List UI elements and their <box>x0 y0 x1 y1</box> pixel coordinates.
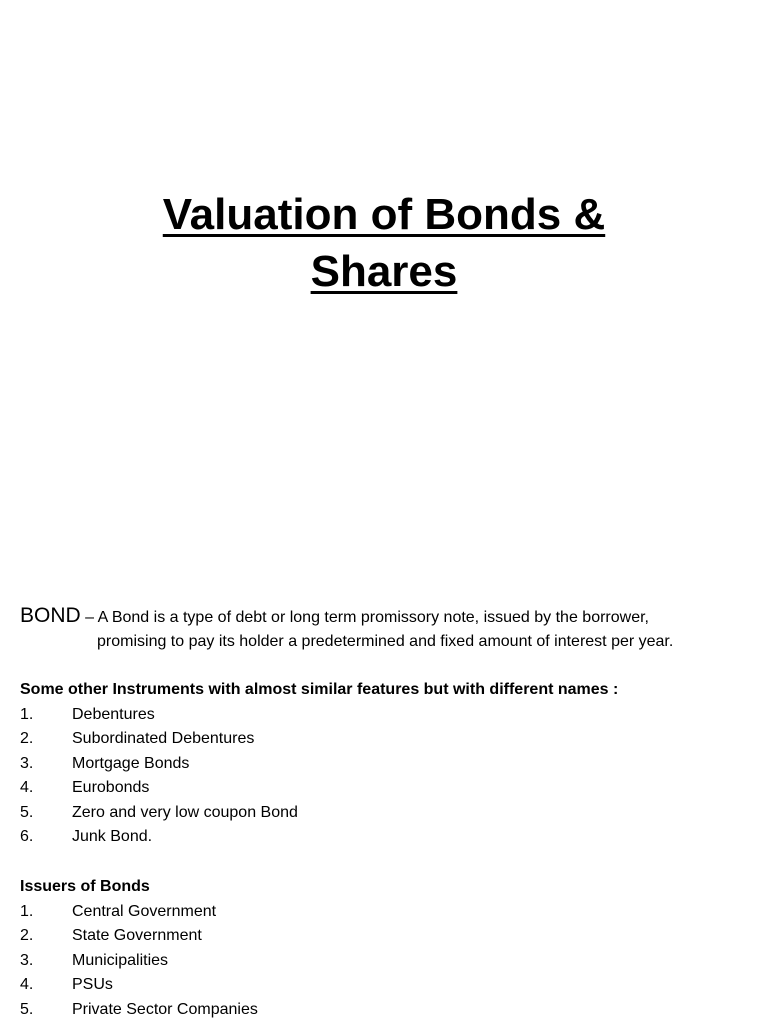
list-item <box>20 825 750 850</box>
list-item-text: Private Sector Companies <box>72 1000 258 1018</box>
bond-term: BOND <box>20 604 81 627</box>
list-item <box>20 703 750 728</box>
list-item-text: Subordinated Debentures <box>72 730 255 747</box>
list-item <box>20 900 750 925</box>
list-item-number: 5. <box>20 1000 34 1018</box>
title-line-2: Shares <box>310 247 458 296</box>
list-item <box>20 924 750 949</box>
list-item <box>20 801 750 826</box>
page-title <box>0 186 768 300</box>
instruments-section <box>20 678 750 850</box>
list-item <box>20 727 750 752</box>
list-item-number: 1. <box>20 902 34 920</box>
list-item-number: 4. <box>20 779 34 796</box>
list-item-number: 2. <box>20 730 34 747</box>
list-item-text: Mortgage Bonds <box>72 754 190 772</box>
list-item-text: Zero and very low coupon Bond <box>72 803 298 821</box>
issuers-section <box>20 875 750 1022</box>
list-item-number: 3. <box>20 951 34 969</box>
list-item-text: Eurobonds <box>72 779 150 796</box>
list-item-number: 2. <box>20 927 34 944</box>
bond-definition-text-1: – A Bond is a type of debt or long term promissory note, issued by the borrower, <box>80 609 649 626</box>
list-item <box>20 949 750 974</box>
bond-definition-line-2: promising to pay its holder a predetermined and fixed amount of interest per year. <box>97 633 674 650</box>
list-item <box>20 998 750 1023</box>
list-item-number: 3. <box>20 754 34 772</box>
instruments-heading: Some other Instruments with almost similar features but with different names : <box>20 681 619 698</box>
list-item-number: 5. <box>20 803 34 821</box>
list-item-text: Junk Bond. <box>72 828 153 845</box>
bond-definition-line-1 <box>20 604 750 630</box>
bond-definition <box>20 604 750 654</box>
list-item-number: 4. <box>20 976 34 993</box>
list-item-text: Municipalities <box>72 951 169 969</box>
list-item <box>20 973 750 998</box>
issuers-heading: Issuers of Bonds <box>20 878 150 895</box>
title-line-1: Valuation of Bonds & <box>162 190 606 239</box>
list-item <box>20 776 750 801</box>
list-item-text: Central Government <box>72 902 217 920</box>
list-item-number: 1. <box>20 705 34 723</box>
list-item-text: PSUs <box>72 976 113 993</box>
list-item-text: Debentures <box>72 705 155 723</box>
list-item <box>20 752 750 777</box>
list-item-number: 6. <box>20 828 34 845</box>
list-item-text: State Government <box>72 927 202 944</box>
